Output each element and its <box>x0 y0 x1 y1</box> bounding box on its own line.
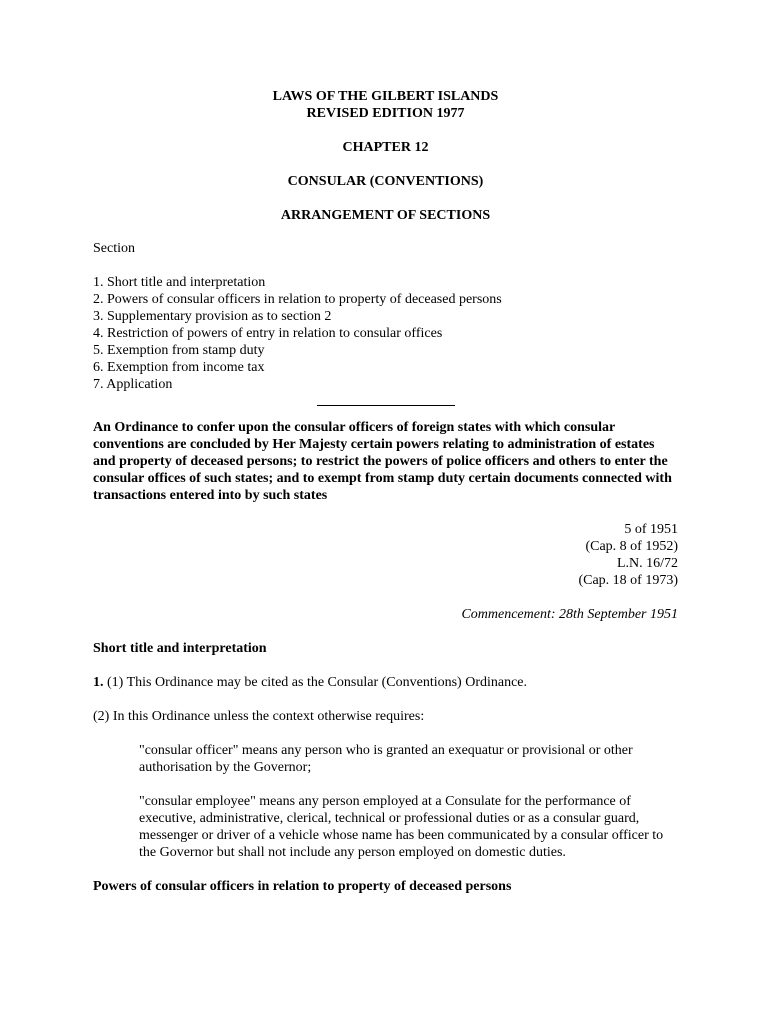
toc-item: 2. Powers of consular officers in relation to property of deceased persons <box>93 292 502 307</box>
definition-consular-officer: "consular officer" means any person who is granted an exequatur or provisional or other authorisation by the Governor; <box>139 743 633 775</box>
section1-subsection1-text: (1) This Ordinance may be cited as the Consular (Conventions) Ordinance. <box>107 675 528 690</box>
horizontal-divider <box>317 405 455 406</box>
citation: L.N. 16/72 <box>616 556 678 571</box>
toc-item: 4. Restriction of powers of entry in relation to consular offices <box>93 326 443 341</box>
section1-heading: Short title and interpretation <box>93 641 267 656</box>
document-page <box>93 88 678 895</box>
chapter-number: CHAPTER 12 <box>342 140 429 155</box>
toc-item: 7. Application <box>93 377 173 392</box>
ordinance-long-title: An Ordinance to confer upon the consular officers of foreign states with which consular conventions are concluded by Her Majesty certain powers relating to administration of estates and property of deceased persons; to restrict the powers of police officers and others to enter the consular offices of such states; and to exempt from stamp duty certain documents connected with transactions entered into by such states <box>93 420 672 503</box>
header-title-line2: REVISED EDITION 1977 <box>306 106 465 121</box>
header-title-line1: LAWS OF THE GILBERT ISLANDS <box>272 89 499 104</box>
table-of-contents <box>93 274 678 393</box>
section1-subsection2: (2) In this Ordinance unless the context otherwise requires: <box>93 709 425 724</box>
toc-item: 3. Supplementary provision as to section 2 <box>93 309 332 324</box>
citation: (Cap. 18 of 1973) <box>578 573 678 588</box>
section1-subsection1 <box>93 674 678 691</box>
commencement-date: Commencement: 28th September 1951 <box>461 607 678 622</box>
toc-item: 6. Exemption from income tax <box>93 360 265 375</box>
chapter-subject: CONSULAR (CONVENTIONS) <box>287 174 484 189</box>
section2-heading: Powers of consular officers in relation to property of deceased persons <box>93 879 512 894</box>
toc-item: 1. Short title and interpretation <box>93 275 266 290</box>
document-header <box>93 88 678 122</box>
arrangement-heading: ARRANGEMENT OF SECTIONS <box>280 208 491 223</box>
section1-number: 1. <box>93 675 104 690</box>
toc-item: 5. Exemption from stamp duty <box>93 343 265 358</box>
citations-block <box>93 521 678 589</box>
toc-section-label: Section <box>93 241 135 256</box>
definition-consular-employee: "consular employee" means any person employed at a Consulate for the performance of executive, administrative, clerical, technical or professional duties or as a consular guard, messenger or driver of a vehicle whose name has been communicated by a consular officer to the Governor but shall not include any person employed on domestic duties. <box>139 794 664 860</box>
citation: (Cap. 8 of 1952) <box>585 539 678 554</box>
citation: 5 of 1951 <box>624 522 678 537</box>
